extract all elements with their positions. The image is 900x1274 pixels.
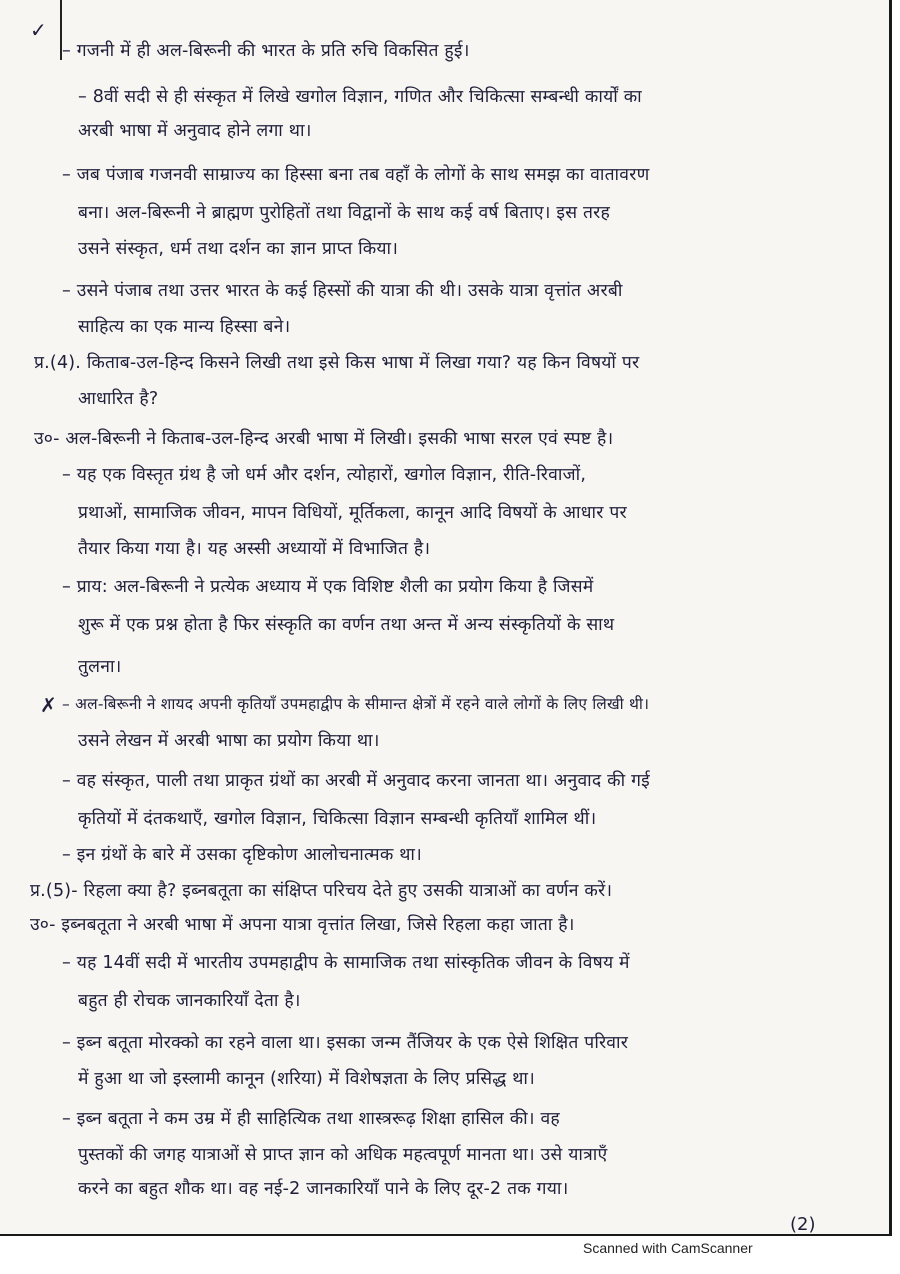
- text-line: में हुआ था जो इस्लामी कानून (शरिया) में विशेषज्ञता के लिए प्रसिद्ध था।: [78, 1069, 535, 1089]
- page-number: (2): [790, 1214, 816, 1235]
- text-line: बहुत ही रोचक जानकारियाँ देता है।: [78, 991, 301, 1011]
- text-line: प्रथाओं, सामाजिक जीवन, मापन विधियों, मूर्तिकला, कानून आदि विषयों के आधार पर: [78, 503, 627, 523]
- text-line: – 8वीं सदी से ही संस्कृत में लिखे खगोल विज्ञान, गणित और चिकित्सा सम्बन्धी कार्यों का: [78, 87, 642, 107]
- text-line: – यह 14वीं सदी में भारतीय उपमहाद्वीप के सामाजिक तथा सांस्कृतिक जीवन के विषय में: [62, 953, 630, 973]
- answer-heading: उ०- अल-बिरूनी ने किताब-उल-हिन्द अरबी भाषा में लिखी। इसकी भाषा सरल एवं स्पष्ट है।: [34, 429, 614, 449]
- text-line: – उसने पंजाब तथा उत्तर भारत के कई हिस्सों की यात्रा की थी। उसके यात्रा वृत्तांत अरबी: [62, 281, 623, 301]
- text-line: – अल-बिरूनी ने शायद अपनी कृतियाँ उपमहाद्वीप के सीमान्त क्षेत्रों में रहने वाले लोगों के लिए लिखी थी।: [62, 695, 650, 713]
- question-heading: प्र.(4). किताब-उल-हिन्द किसने लिखी तथा इसे किस भाषा में लिखा गया? यह किन विषयों पर: [34, 353, 640, 373]
- check-mark-icon: ✓: [30, 18, 47, 42]
- text-line: उसने संस्कृत, धर्म तथा दर्शन का ज्ञान प्राप्त किया।: [78, 239, 399, 259]
- text-line: साहित्य का एक मान्य हिस्सा बने।: [78, 317, 291, 337]
- text-line: – इब्न बतूता ने कम उम्र में ही साहित्यिक तथा शास्त्ररूढ़ शिक्षा हासिल की। वह: [62, 1109, 560, 1129]
- text-line: अरबी भाषा में अनुवाद होने लगा था।: [78, 121, 312, 141]
- question-heading: प्र.(5)- रिहला क्या है? इब्नबतूता का संक्षिप्त परिचय देते हुए उसकी यात्राओं का वर्णन करें।: [30, 881, 613, 901]
- scanner-watermark: Scanned with CamScanner: [583, 1240, 753, 1256]
- answer-heading: उ०- इब्नबतूता ने अरबी भाषा में अपना यात्रा वृत्तांत लिखा, जिसे रिहला कहा जाता है।: [30, 915, 575, 935]
- text-line: तैयार किया गया है। यह अस्सी अध्यायों में विभाजित है।: [78, 539, 431, 559]
- text-line: उसने लेखन में अरबी भाषा का प्रयोग किया था।: [78, 731, 380, 751]
- text-line: करने का बहुत शौक था। वह नई-2 जानकारियाँ पाने के लिए दूर-2 तक गया।: [78, 1179, 569, 1199]
- text-line: आधारित है?: [78, 389, 159, 409]
- text-line: – वह संस्कृत, पाली तथा प्राकृत ग्रंथों का अरबी में अनुवाद करना जानता था। अनुवाद की गई: [62, 771, 650, 791]
- text-line: पुस्तकों की जगह यात्राओं से प्राप्त ज्ञान को अधिक महत्वपूर्ण मानता था। उसे यात्राएँ: [78, 1145, 608, 1165]
- text-line: तुलना।: [78, 657, 122, 677]
- text-line: कृतियों में दंतकथाएँ, खगोल विज्ञान, चिकित्सा विज्ञान सम्बन्धी कृतियाँ शामिल थीं।: [78, 809, 597, 829]
- text-line: – इब्न बतूता मोरक्को का रहने वाला था। इसका जन्म तैंजियर के एक ऐसे शिक्षित परिवार: [62, 1033, 629, 1053]
- text-line: – यह एक विस्तृत ग्रंथ है जो धर्म और दर्शन, त्योहारों, खगोल विज्ञान, रीति-रिवाजों,: [62, 465, 587, 485]
- text-line: – प्राय: अल-बिरूनी ने प्रत्येक अध्याय में एक विशिष्ट शैली का प्रयोग किया है जिसमें: [62, 577, 594, 597]
- text-line: – इन ग्रंथों के बारे में उसका दृष्टिकोण आलोचनात्मक था।: [62, 845, 422, 865]
- text-line: बना। अल-बिरूनी ने ब्राह्मण पुरोहितों तथा विद्वानों के साथ कई वर्ष बिताए। इस तरह: [78, 203, 611, 223]
- text-line: – जब पंजाब गजनवी साम्राज्य का हिस्सा बना तब वहाँ के लोगों के साथ समझ का वातावरण: [62, 165, 650, 185]
- cross-mark-icon: ✗: [40, 693, 57, 717]
- text-line: शुरू में एक प्रश्न होता है फिर संस्कृति का वर्णन तथा अन्त में अन्य संस्कृतियों के साथ: [78, 615, 615, 635]
- text-line: – गजनी में ही अल-बिरूनी की भारत के प्रति रुचि विकसित हुई।: [62, 41, 470, 61]
